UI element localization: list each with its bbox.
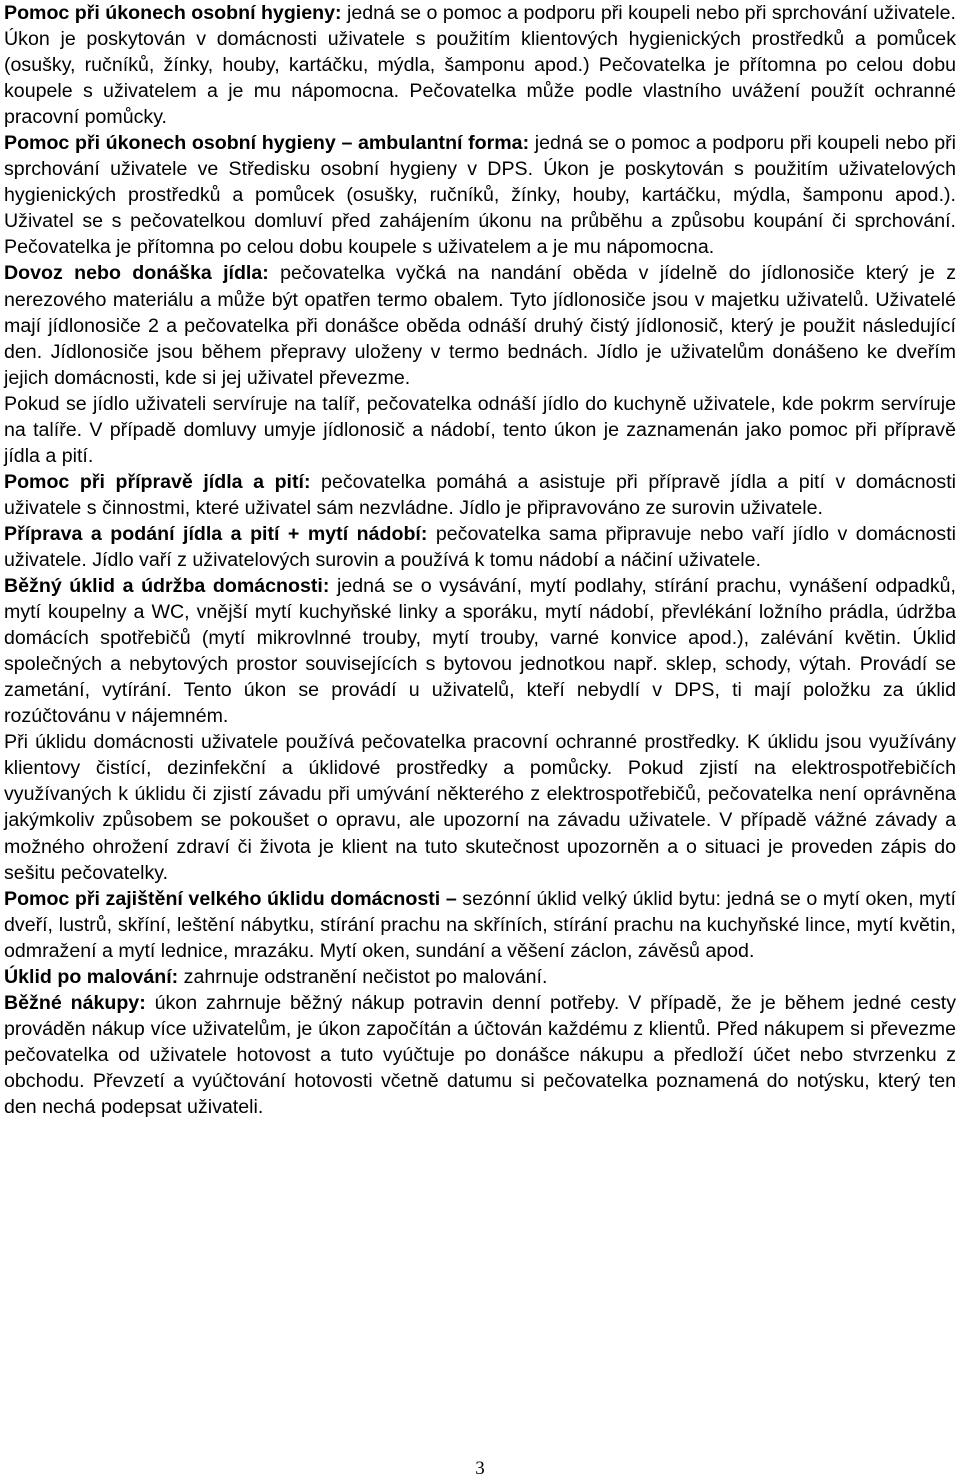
paragraph-food-preparation-dishes (4, 521, 956, 573)
paragraph-post-painting-cleaning (4, 964, 956, 990)
paragraph-heading: Pomoc při přípravě jídla a pití: (4, 470, 311, 493)
paragraph-heading: Příprava a podání jídla a pití + mytí nádobí: (4, 522, 428, 545)
paragraph-text: Při úklidu domácnosti uživatele používá pečovatelka pracovní ochranné prostředky. K úklidu jsou využívány klientovy čistící, dezinfekční a úklidové prostředky a pomůcky. Pokud zjistí na elektrospotřebičích využívaných k úklidu či zjistí závadu při umývání některého z elektrospotřebičů, pečovatelka není oprávněna jakýmkoliv způsobem se pokoušet o opravu, ale upozorní na závadu uživatele. V případě vážné závady a možného ohrožení zdraví či života je klient na tuto skutečnost upozorněn a o situaci je proveden zápis do sešitu pečovatelky. (4, 731, 956, 884)
paragraph-heading: Pomoc při zajištění velkého úklidu domácnosti – (4, 887, 457, 910)
paragraph-heading: Pomoc při úkonech osobní hygieny: (4, 2, 342, 24)
paragraph-text: pečovatelka pomáhá a asistuje při přípravě jídla a pití v domácnosti uživatele s činnostmi, které uživatel sám nezvládne. Jídlo je připravováno ze surovin uživatele. (4, 470, 956, 519)
paragraph-heading: Pomoc při úkonech osobní hygieny – ambulantní forma: (4, 132, 530, 155)
paragraph-food-serving (4, 391, 956, 469)
paragraph-text: jedná se o pomoc a podporu při koupeli nebo při sprchování uživatele ve Středisku osobní hygieny v DPS. Úkon je poskytován s použitím uživatelových hygienických prostředků a pomůcek (osušky, ručníků, žínky, houby, kartáčku, mýdla, šamponu apod.). Uživatel se s pečovatelkou domluví před zahájením úkonu na průběhu a způsobu koupání či sprchování. Pečovatelka je přítomna po celou dobu koupele s uživatelem a je mu nápomocna. (4, 132, 956, 259)
page-number: 3 (475, 1458, 485, 1479)
paragraph-household-cleaning (4, 573, 956, 729)
paragraph-personal-hygiene (4, 0, 956, 130)
document-body (4, 0, 956, 1120)
paragraph-heading: Dovoz nebo donáška jídla: (4, 262, 269, 285)
paragraph-text: zahrnuje odstranění nečistot po malování. (178, 965, 548, 988)
paragraph-large-cleaning (4, 886, 956, 964)
paragraph-cleaning-rules (4, 729, 956, 885)
paragraph-personal-hygiene-ambulant (4, 130, 956, 260)
paragraph-heading: Běžné nákupy: (4, 991, 146, 1014)
paragraph-text: jedná se o pomoc a podporu při koupeli nebo při sprchování uživatele. Úkon je poskytován v domácnosti uživatele s použitím klientových hygienických prostředků a pomůcek (osušky, ručníků, žínky, houby, kartáčku, mýdla, šamponu apod.) Pečovatelka je přítomna po celou dobu koupele s uživatelem a je mu nápomocna. Pečovatelka může podle vlastního uvážení použít ochranné pracovní pomůcky. (4, 2, 956, 129)
paragraph-text: úkon zahrnuje běžný nákup potravin denní potřeby. V případě, že je během jedné cesty prováděn nákup více uživatelům, je úkon započítán a účtován každému z klientů. Před nákupem si převezme pečovatelka od uživatele hotovost a tuto vyúčtuje po donášce nákupu a předloží účet nebo stvrzenku z obchodu. Převzetí a vyúčtování hotovosti včetně datumu si pečovatelka poznamená do notýsku, který ten den nechá podepsat uživateli. (4, 991, 956, 1118)
paragraph-text: sezónní úklid velký úklid bytu: jedná se o mytí oken, mytí dveří, lustrů, skříní, leštění nábytku, stírání prachu na skříních, stírání prachu na kuchyňské lince, mytí květin, odmražení a mytí lednice, mrazáku. Mytí oken, sundání a věšení záclon, závěsů apod. (4, 887, 956, 962)
paragraph-text: jedná se o vysávání, mytí podlahy, stírání prachu, vynášení odpadků, mytí koupelny a WC, vnější mytí kuchyňské linky a sporáku, mytí nádobí, převlékání ložního prádla, údržba domácích spotřebičů (mytí mikrovlnné trouby, mytí trouby, varné konvice apod.), zalévání květin. Úklid společných a nebytových prostor souvisejících s bytovou jednotkou např. sklep, schody, výtah. Provádí se zametání, vytírání. Tento úkon se provádí u uživatelů, kteří nebydlí v DPS, ti mají položku za úklid rozúčtovánu v nájemném. (4, 575, 956, 728)
paragraph-food-delivery (4, 260, 956, 390)
paragraph-heading: Běžný úklid a údržba domácnosti: (4, 575, 330, 598)
paragraph-text: pečovatelka vyčká na nandání oběda v jídelně do jídlonosiče který je z nerezového materiálu a může být opatřen termo obalem. Tyto jídlonosiče jsou v majetku uživatelů. Uživatelé mají jídlonosiče 2 a pečovatelka při donášce oběda odnáší druhý čistý jídlonosič, který je použit následující den. Jídlonosiče jsou během přepravy uloženy v termo bednách. Jídlo je uživatelům donášeno ke dveřím jejich domácnosti, kde si jej uživatel převezme. (4, 262, 956, 389)
paragraph-heading: Úklid po malování: (4, 965, 179, 988)
paragraph-shopping (4, 990, 956, 1120)
paragraph-food-preparation-help (4, 469, 956, 521)
paragraph-text: pečovatelka sama připravuje nebo vaří jídlo v domácnosti uživatele. Jídlo vaří z uživatelových surovin a používá k tomu nádobí a náčiní uživatele. (4, 522, 956, 571)
paragraph-text: Pokud se jídlo uživateli servíruje na talíř, pečovatelka odnáší jídlo do kuchyně uživatele, kde pokrm servíruje na talíře. V případě domluvy umyje jídlonosič a nádobí, tento úkon je zaznamenán jako pomoc při přípravě jídla a pití. (4, 392, 956, 467)
